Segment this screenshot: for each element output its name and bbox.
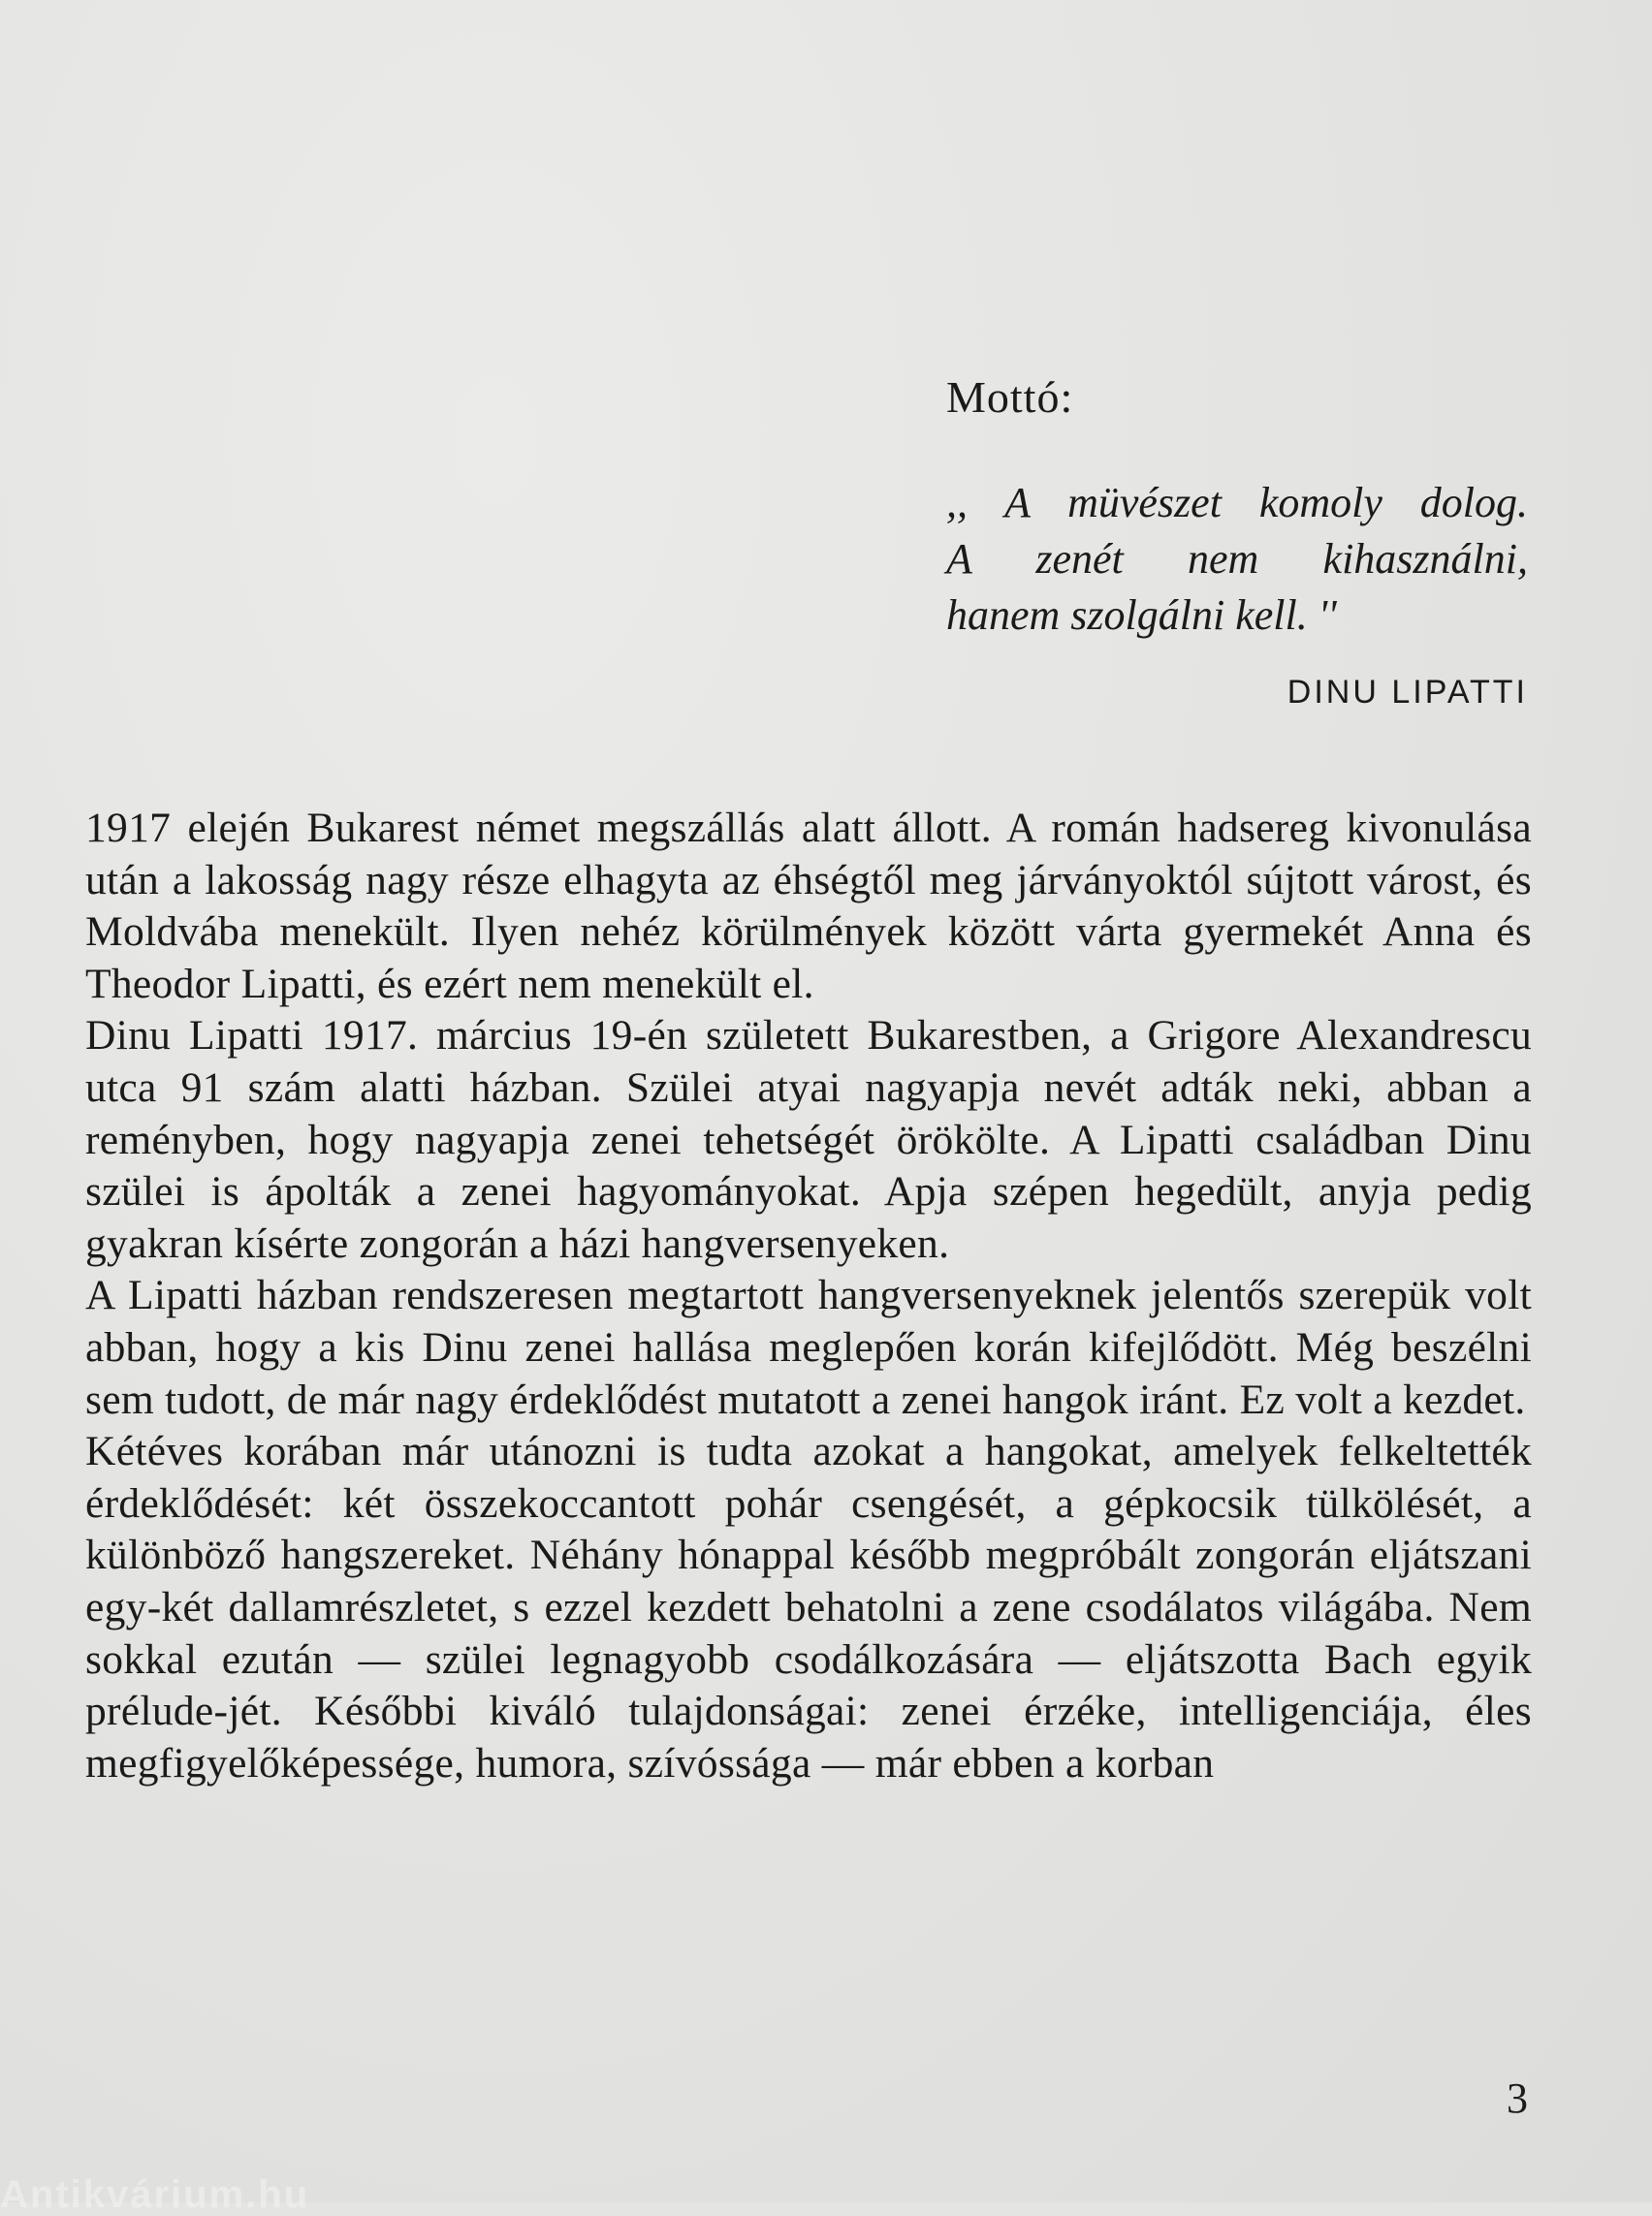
motto-author: DINU LIPATTI — [1287, 674, 1528, 711]
watermark: Antikvárium.hu — [0, 2173, 310, 2216]
page-number: 3 — [1507, 2074, 1528, 2122]
motto-quote-line: A zenét nem kihasználni, — [946, 535, 1528, 583]
paragraph: 1917 elején Bukarest német megszállás alatt állott. A román hadsereg kivonulása után a lakosság nagy része elhagyta az éhségtől meg járványoktól sújtott várost, és Moldvába menekült. Ilyen nehéz körülmények között várta gyermekét Anna és Theodor Lipatti, és ezért nem menekült el. — [85, 805, 1532, 1007]
motto-quote — [946, 475, 1528, 644]
paragraph: Dinu Lipatti 1917. március 19-én született Bukarestben, a Grigore Alexandrescu utca 91 szám alatti házban. Szülei atyai nagyapja nevét adták neki, abban a reményben, hogy nagyapja zenei tehetségét örökölte. A Lipatti családban Dinu szülei is ápolták a zenei hagyományokat. Apja szépen hegedült, anyja pedig gyakran kísérte zongorán a házi hangversenyeken. — [85, 1012, 1532, 1267]
motto-label: Mottó: — [946, 372, 1074, 422]
paragraph: Kétéves korában már utánozni is tudta azokat a hangokat, amelyek felkeltették érdeklődését: két összekoccantott pohár csengését, a gépkocsik tülkölését, a különböző hangszereket. Néhány hónappal később megpróbált zongorán eljátszani egy-két dallamrészletet, s ezzel kezdett behatolni a zene csodálatos világába. Nem sokkal ezután — szülei legnagyobb csodálkozására — eljátszotta Bach egyik prélude-jét. Későbbi kiváló tulajdonságai: zenei érzéke, intelligenciája, éles megfigyelőképessége, humora, szívóssága — már ebben a korban — [85, 1428, 1532, 1787]
motto-quote-line: ,, A müvészet komoly dolog. — [946, 479, 1528, 526]
body-text — [85, 803, 1532, 1789]
motto-block — [946, 370, 1528, 713]
motto-quote-line: hanem szolgálni kell. '' — [946, 591, 1337, 639]
paragraph: A Lipatti házban rendszeresen megtartott hangversenyeknek jelentős szerepük volt abban, hogy a kis Dinu zenei hallása meglepően korán kifejlődött. Még beszélni sem tudott, de már nagy érdeklődést mutatott a zenei hangok iránt. Ez volt a kezdet. — [85, 1272, 1532, 1423]
